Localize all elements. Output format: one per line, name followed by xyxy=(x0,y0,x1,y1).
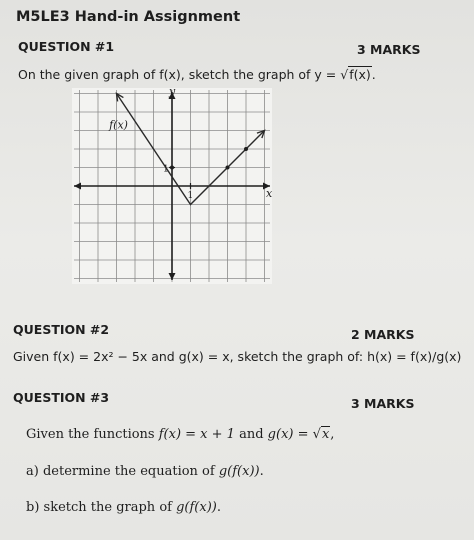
question-3-part-a-prefix: a) determine the equation of xyxy=(26,464,219,479)
function-label: f(x) xyxy=(109,118,128,132)
question-3-given-prefix: Given the functions xyxy=(26,427,159,442)
question-3-given xyxy=(26,427,334,442)
series-point xyxy=(170,166,174,170)
question-3-part-a xyxy=(26,464,264,479)
question-3-given-g-radicand: x xyxy=(321,427,330,442)
question-2-text: Given f(x) = 2x² − 5x and g(x) = x, sketch the graph of: h(x) = f(x)/g(x) xyxy=(13,349,462,364)
question-1-prompt-suffix: . xyxy=(371,67,376,82)
question-3-marks: 3 MARKS xyxy=(351,396,415,411)
series-point xyxy=(226,166,230,170)
y-axis-label: y xyxy=(169,88,176,98)
x-tick-label: 1 xyxy=(187,191,194,201)
question-1-heading: QUESTION #1 xyxy=(18,39,115,54)
sqrt-symbol: √f(x) xyxy=(340,67,371,82)
question-1-prompt-prefix: On the given graph of f(x), sketch the graph of y = xyxy=(18,67,341,82)
x-axis-label: x xyxy=(266,187,272,200)
question-3-part-b-expr: g(f(x)) xyxy=(176,500,217,515)
question-3-part-a-suffix: . xyxy=(259,464,264,479)
series-point xyxy=(244,147,248,151)
question-3-part-b-suffix: . xyxy=(216,500,221,515)
question-1-prompt xyxy=(18,67,376,82)
question-3-given-and: and xyxy=(234,427,268,442)
y-tick-label: 1 xyxy=(163,164,169,175)
question-1-marks: 3 MARKS xyxy=(357,42,421,57)
question-3-given-suffix: , xyxy=(330,427,335,442)
question-3-part-b xyxy=(26,500,221,515)
question-2-heading: QUESTION #2 xyxy=(13,322,110,337)
function-graph xyxy=(72,88,272,284)
question-2-marks: 2 MARKS xyxy=(351,327,415,342)
question-3-given-f: f(x) = x + 1 xyxy=(158,427,235,442)
question-3-heading: QUESTION #3 xyxy=(13,390,110,405)
question-3-given-g-lhs: g(x) = xyxy=(267,427,313,442)
sqrt-symbol: √x xyxy=(312,427,330,442)
question-1-prompt-radicand: f(x) xyxy=(349,67,371,82)
question-3-part-b-prefix: b) sketch the graph of xyxy=(26,500,177,515)
page-title: M5LE3 Hand-in Assignment xyxy=(16,9,241,25)
question-3-part-a-expr: g(f(x)) xyxy=(218,464,260,479)
